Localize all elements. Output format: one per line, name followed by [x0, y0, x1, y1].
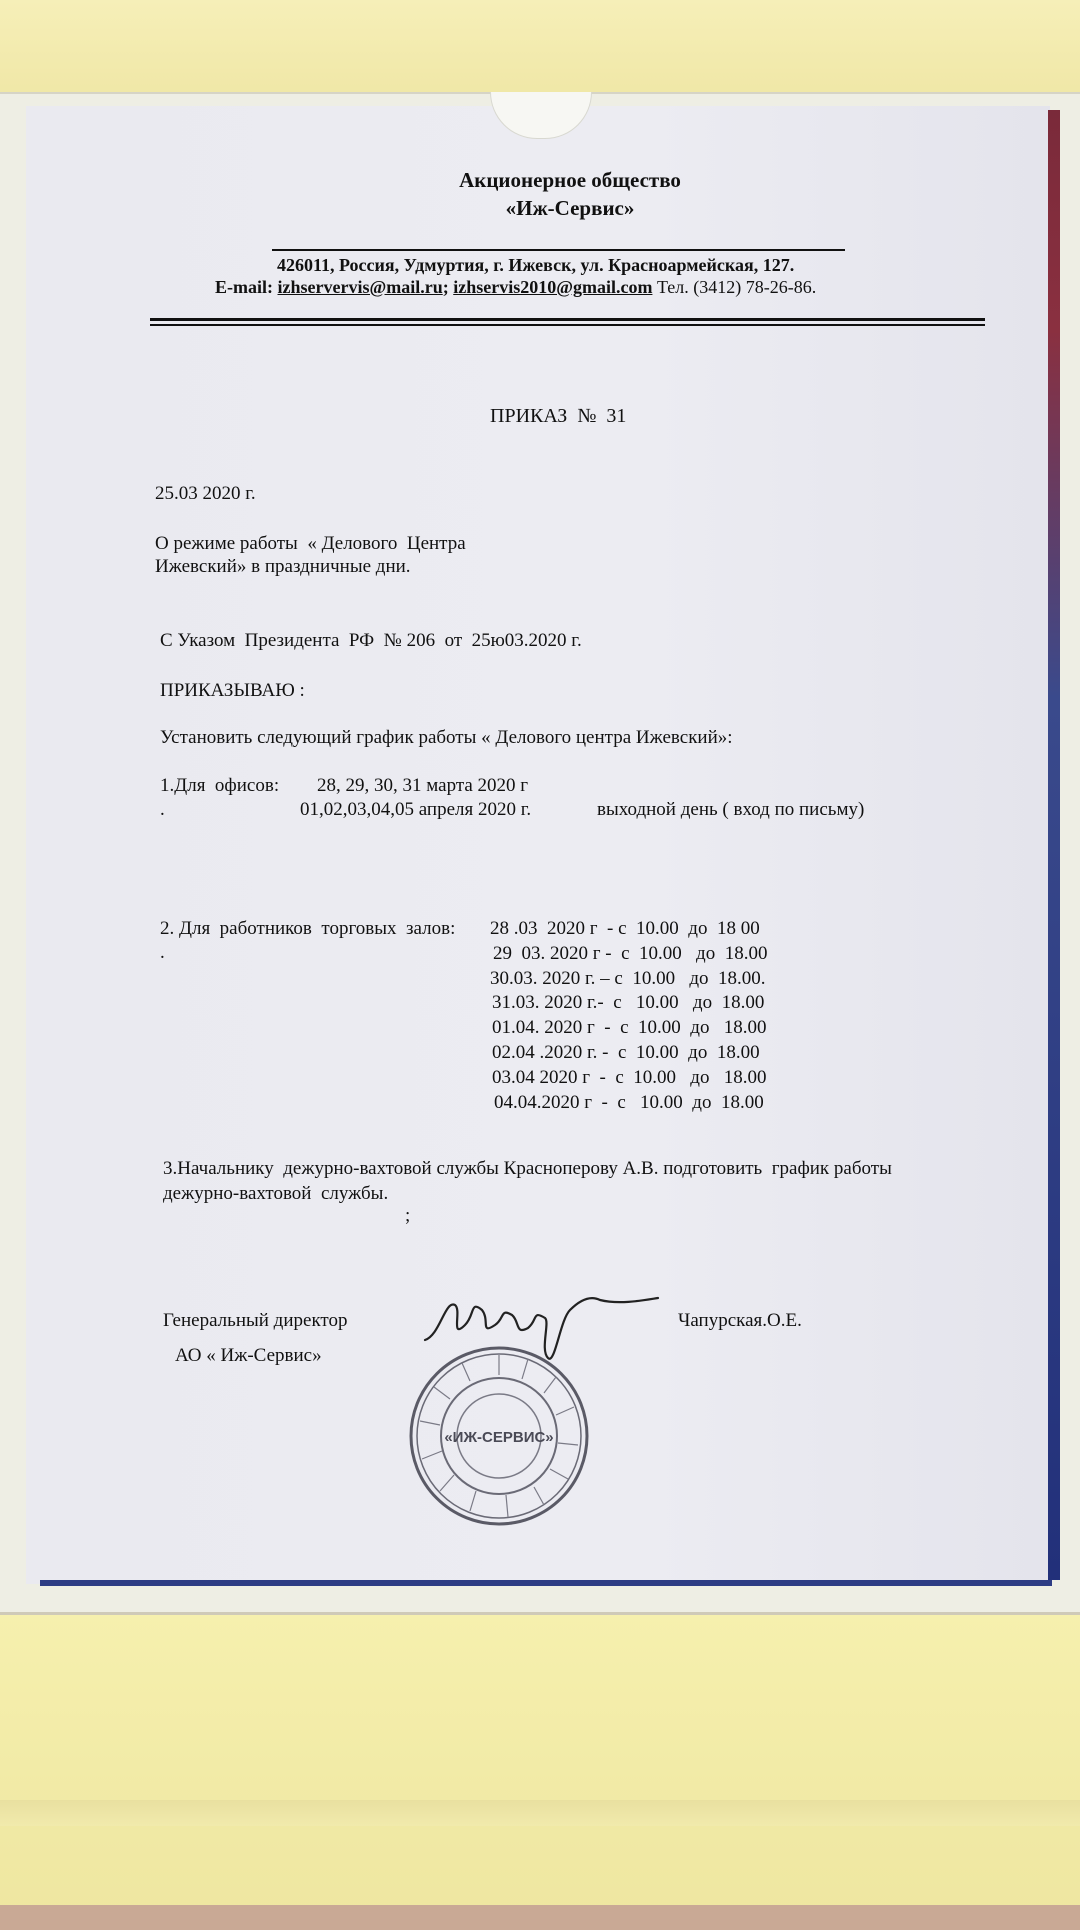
schedule-row: 04.04.2020 г - с 10.00 до 18.00	[494, 1091, 764, 1113]
schedule-row: 01.04. 2020 г - с 10.00 до 18.00	[492, 1017, 767, 1039]
item2-schedule-list	[490, 918, 766, 1114]
order-date: 25.03 2020 г.	[155, 483, 256, 504]
paper-colored-edge	[1048, 110, 1060, 1580]
item3-line-1: 3.Начальнику дежурно-вахтовой службы Красноперову А.В. подготовить график работы	[163, 1158, 892, 1179]
item1-dates-april: 01,02,03,04,05 апреля 2020 г.	[300, 799, 532, 820]
schedule-row: 31.03. 2020 г.- с 10.00 до 18.00	[492, 992, 765, 1014]
item3-semicolon: ;	[405, 1205, 411, 1226]
phone-number: Тел. (3412) 78-26-86.	[656, 277, 817, 297]
email-label: E-mail:	[215, 277, 273, 297]
decree-reference: С Указом Президента РФ № 206 от 25ю03.2020 г.	[160, 630, 582, 651]
item1-note: выходной день ( вход по письму)	[597, 799, 865, 820]
item3-line-2: дежурно-вахтовой службы.	[163, 1183, 389, 1204]
letterhead-rule	[272, 249, 845, 251]
order-subject-line-1: О режиме работы « Делового Центра	[155, 533, 466, 554]
letterhead-double-rule-top	[150, 318, 985, 321]
letterhead-double-rule-bottom	[150, 324, 985, 326]
company-type: Акционерное общество	[459, 168, 681, 192]
item1-dates-march: 28, 29, 30, 31 марта 2020 г	[317, 775, 529, 796]
order-word: ПРИКАЗЫВАЮ :	[160, 680, 305, 701]
item1-label: 1.Для офисов:	[160, 775, 280, 796]
paper-bottom-edge	[40, 1580, 1052, 1586]
schedule-row: 30.03. 2020 г. – с 10.00 до 18.00.	[490, 967, 766, 989]
signer-organization: АО « Иж-Сервис»	[175, 1345, 322, 1366]
order-subject-line-2: Ижевский» в праздничные дни.	[155, 556, 411, 577]
signer-name: Чапурская.О.Е.	[678, 1310, 802, 1331]
schedule-row: 03.04 2020 г - с 10.00 до 18.00	[492, 1066, 767, 1088]
schedule-row: 02.04 .2020 г. - с 10.00 до 18.00	[492, 1041, 760, 1063]
order-intro: Установить следующий график работы « Делового центра Ижевский»:	[160, 727, 733, 748]
floor-strip	[0, 1905, 1080, 1930]
company-seal-stamp	[408, 1345, 590, 1527]
item2-label: 2. Для работников торговых залов:	[160, 918, 456, 939]
wall-background-bottom	[0, 1605, 1080, 1930]
company-name: «Иж-Сервис»	[505, 196, 635, 220]
email-link-1: izhservervis@mail.ru	[277, 277, 443, 297]
email-link-2: izhservis2010@gmail.com	[453, 277, 653, 297]
item2-dot: .	[160, 942, 165, 963]
stamp-center-text: «ИЖ-СЕРВИС»	[444, 1429, 554, 1446]
schedule-row: 29 03. 2020 г - с 10.00 до 18.00	[493, 942, 768, 964]
wall-ledge	[0, 1800, 1080, 1826]
contact-line	[215, 277, 816, 299]
email-separator: ;	[442, 277, 449, 297]
item1-dot: .	[160, 799, 165, 820]
signer-position: Генеральный директор	[163, 1310, 348, 1331]
company-address: 426011, Россия, Удмуртия, г. Ижевск, ул. Красноармейская, 127.	[277, 255, 795, 275]
order-title: ПРИКАЗ № 31	[490, 405, 627, 427]
schedule-row: 28 .03 2020 г - с 10.00 до 18 00	[490, 918, 760, 939]
